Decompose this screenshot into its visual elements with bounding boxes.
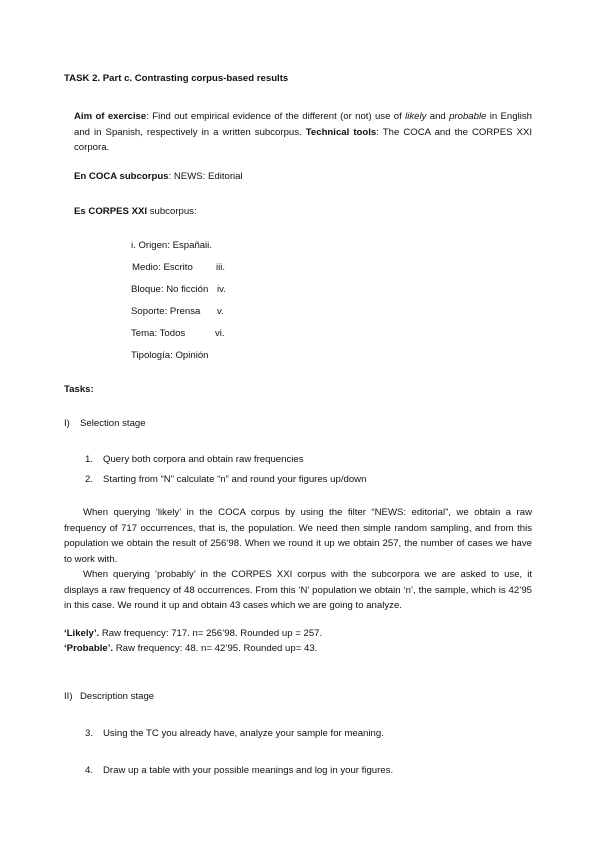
corpes-subcorpus: Es CORPES XXI subcorpus: (74, 206, 197, 217)
page-title: TASK 2. Part c. Contrasting corpus-based results (64, 73, 289, 84)
tasks-heading: Tasks: (64, 384, 94, 395)
step-item: 2. Starting from “N” calculate “n” and round your figures up/down (85, 474, 367, 485)
aim-paragraph: Aim of exercise: Find out empirical evidence of the different (or not) use of likely and probable in English and in Spanish, respectively in a written subcorpus. Technical tools: The COCA and the CORPES XXI corpora. (74, 111, 533, 153)
paragraph-likely: When querying ‘likely’ in the COCA corpus by using the filter “NEWS: editorial”, we obtain a raw frequency of 717 occurrences, that is, the population. We need then simple random sampling, and from this population we obtain the result of 256’98. When we round it up we obtain 257, the number of cases we have to work with. (64, 507, 532, 565)
step-item: 4. Draw up a table with your possible meanings and log in your figures. (85, 765, 394, 776)
filter-item: Medio: Escrito iii. (132, 262, 226, 273)
filter-item: Soporte: Prensa v. (131, 306, 224, 317)
aim-label: Aim of exercise (74, 111, 147, 122)
stage-description: II) Description stage (64, 691, 155, 702)
word-probable: probable (449, 111, 487, 122)
paragraph-probable: When querying ‘probably’ in the CORPES XXI corpus with the subcorpora we are asked to use, it displays a raw frequency of 48 occurrences. From this ‘N’ population we obtain ‘n’, the sample, which is 42’95 in this case. We round it up and obtain 43 cases which we are going to analyze. (64, 569, 532, 611)
step-item: 1. Query both corpora and obtain raw frequencies (85, 454, 304, 465)
filter-item: i. Origen: España ii. (131, 240, 212, 251)
filter-item: Bloque: No ficción iv. (131, 284, 226, 295)
word-likely: likely (405, 111, 427, 122)
step-item: 3. Using the TC you already have, analyze your sample for meaning. (85, 728, 384, 739)
tools-label: Technical tools (305, 126, 377, 138)
stage-selection: I) Selection stage (64, 418, 146, 429)
summary-likely: ‘Likely’. Raw frequency: 717. n= 256’98. Rounded up = 257. (64, 628, 323, 639)
filter-item: Tipología: Opinión (131, 350, 209, 361)
summary-probable: ‘Probable’. Raw frequency: 48. n= 42’95. Rounded up= 43. (64, 643, 318, 654)
coca-subcorpus: En COCA subcorpus: NEWS: Editorial (74, 171, 243, 182)
filter-item: Tema: Todos vi. (131, 328, 225, 339)
